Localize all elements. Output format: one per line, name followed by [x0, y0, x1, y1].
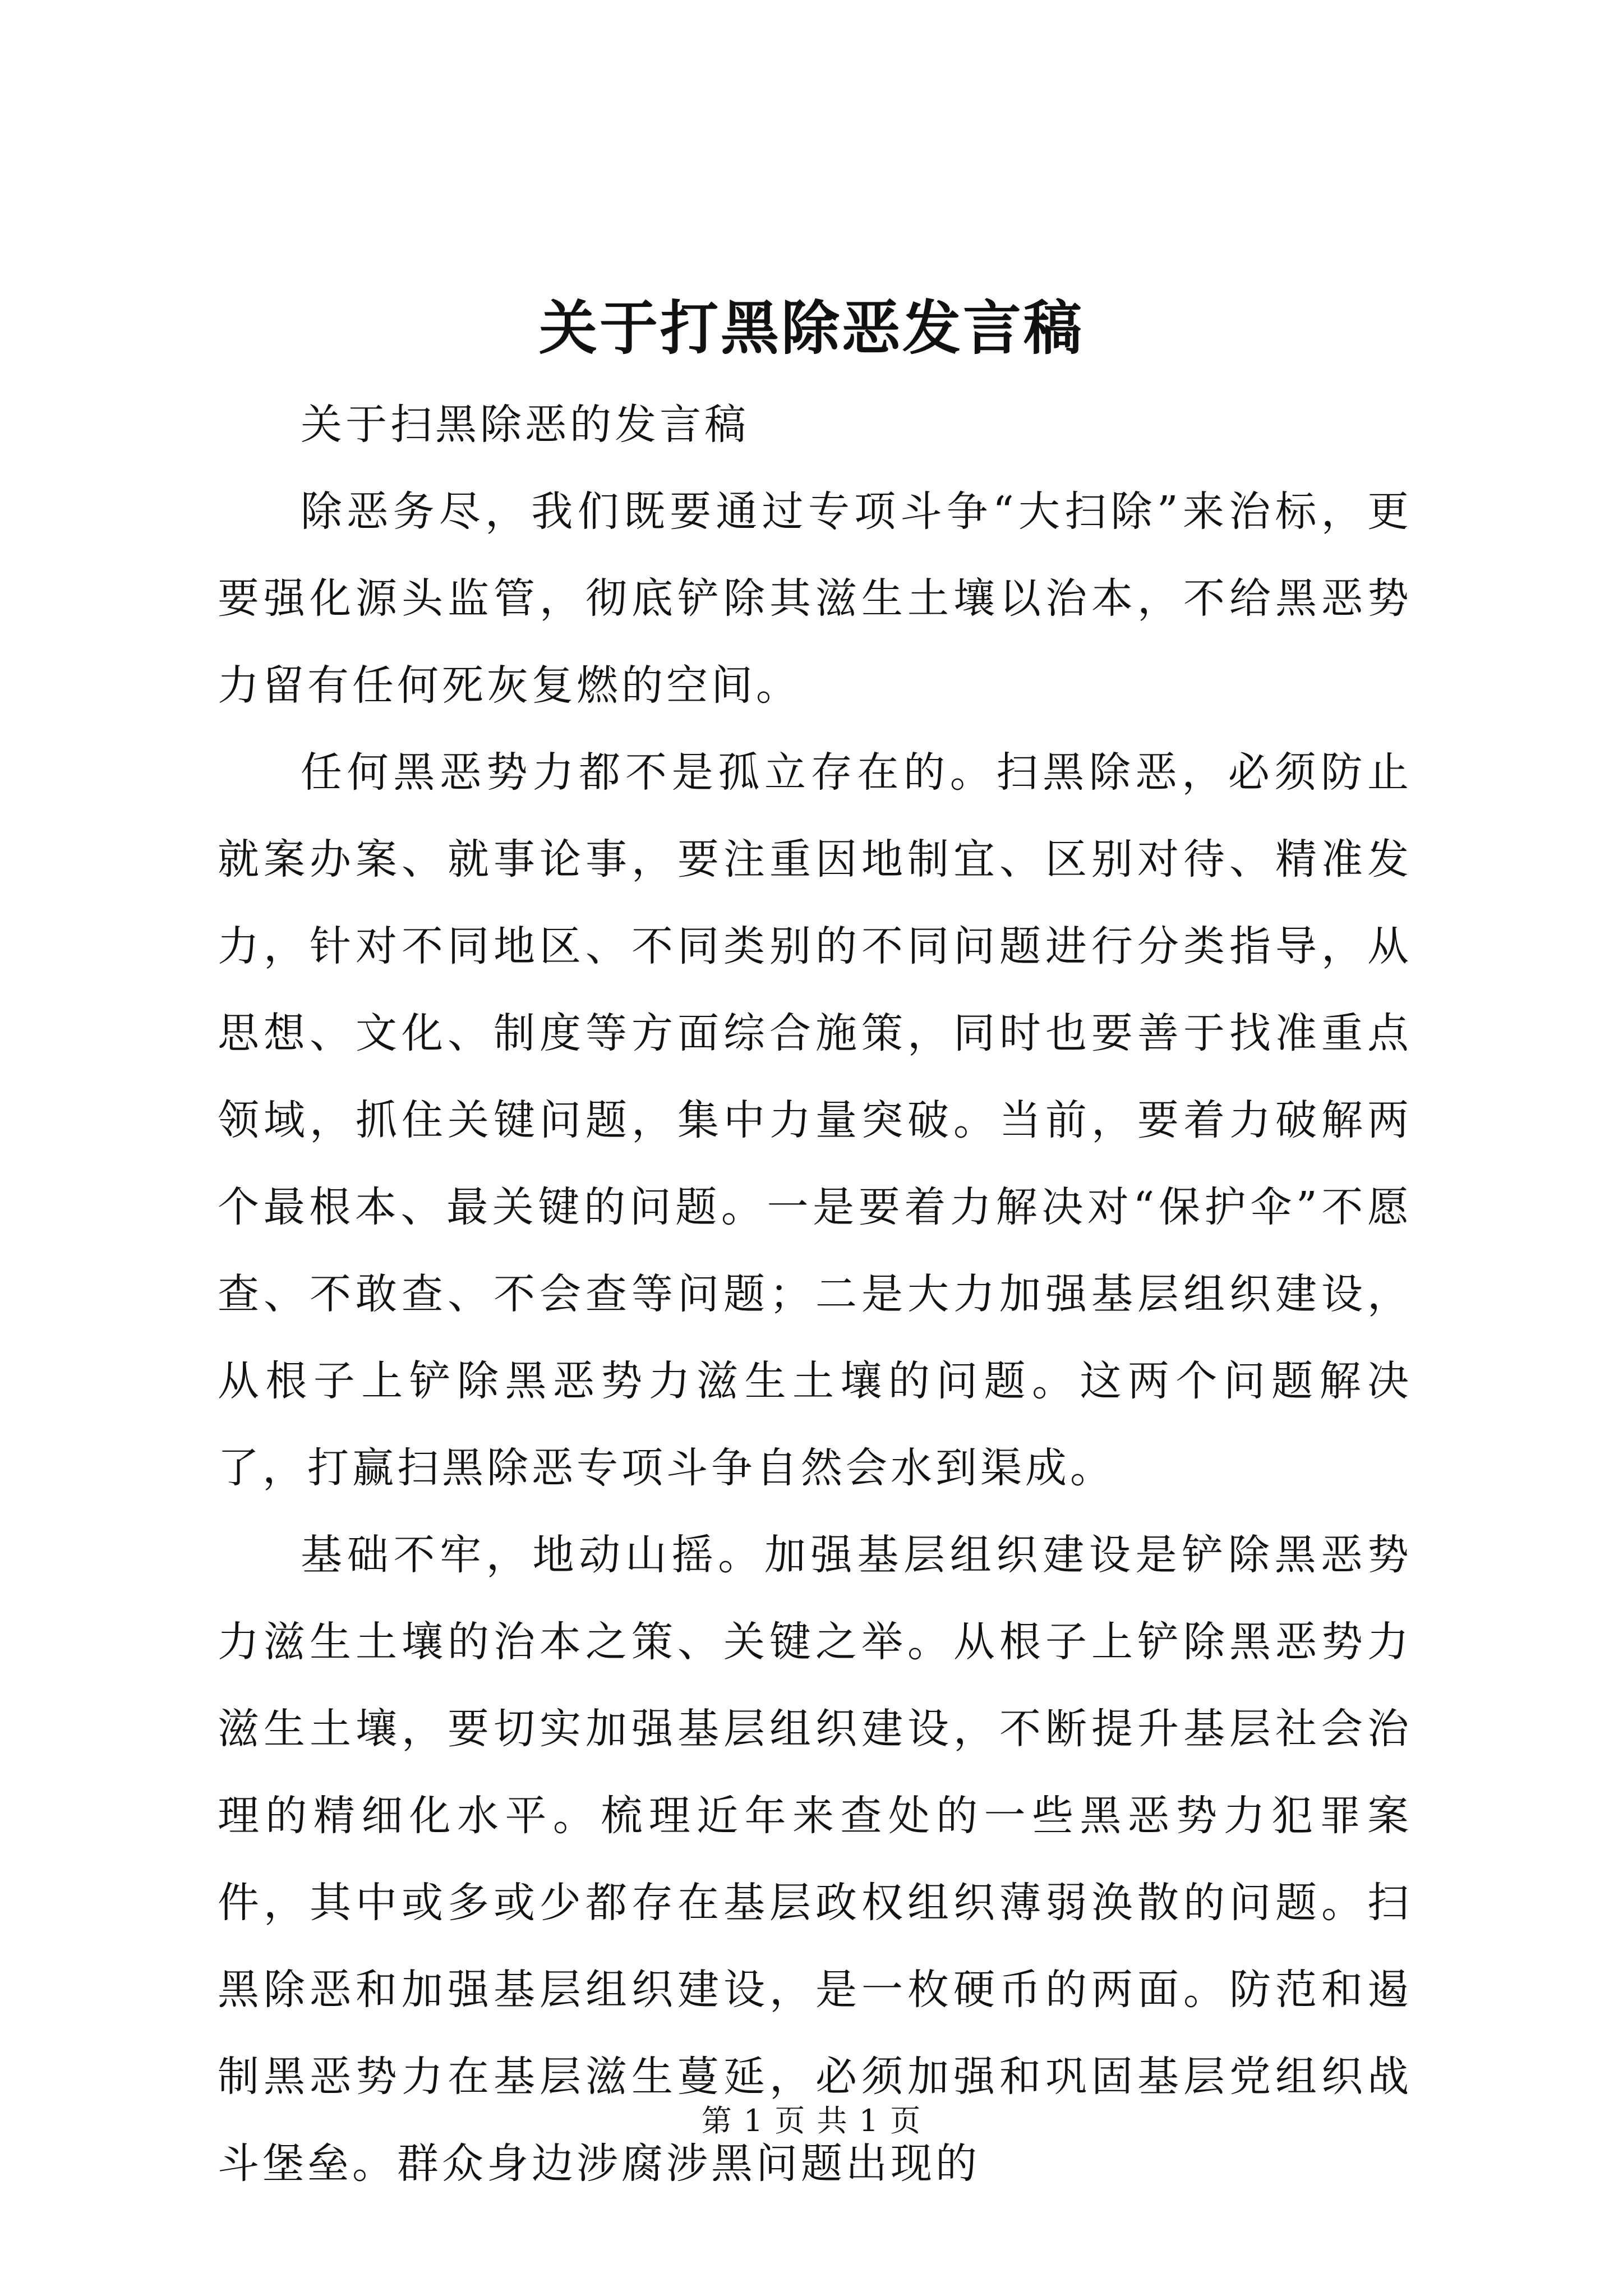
page-number-footer: 第 1 页 共 1 页	[701, 2103, 922, 2138]
subtitle-paragraph: 关于扫黑除恶的发言稿	[301, 401, 749, 449]
body-paragraph: 任何黑恶势力都不是孤立存在的。扫黑除恶，必须防止就案办案、就事论事，要注重因地制宜、区别对待、精准发力，针对不同地区、不同类别的不同问题进行分类指导，从思想、文化、制度等方面综合施策，同时也要善于找准重点领域，抓住关键问题，集中力量突破。当前，要着力破解两个最根本、最关键的问题。一是要着力解决对“保护伞”不愿查、不敢查、不会查等问题；二是大力加强基层组织建设，从根子上铲除黑恶势力滋生土壤的问题。这两个问题解决了，打赢扫黑除恶专项斗争自然会水到渠成。	[218, 748, 1412, 1492]
document-body	[218, 381, 1412, 2207]
document-title: 关于打黑除恶发言稿	[538, 293, 1084, 362]
body-paragraph: 除恶务尽，我们既要通过专项斗争“大扫除”来治标，更要强化源头监管，彻底铲除其滋生土壤以治本，不给黑恶势力留有任何死灰复燃的空间。	[218, 487, 1412, 710]
body-paragraph: 基础不牢，地动山摇。加强基层组织建设是铲除黑恶势力滋生土壤的治本之策、关键之举。从根子上铲除黑恶势力滋生土壤，要切实加强基层组织建设，不断提升基层社会治理的精细化水平。梳理近年来查处的一些黑恶势力犯罪案件，其中或多或少都存在基层政权组织薄弱涣散的问题。扫黑除恶和加强基层组织建设，是一枚硬币的两面。防范和遏制黑恶势力在基层滋生蔓延，必须加强和巩固基层党组织战斗堡垒。群众身边涉腐涉黑问题出现的	[218, 1531, 1412, 2188]
